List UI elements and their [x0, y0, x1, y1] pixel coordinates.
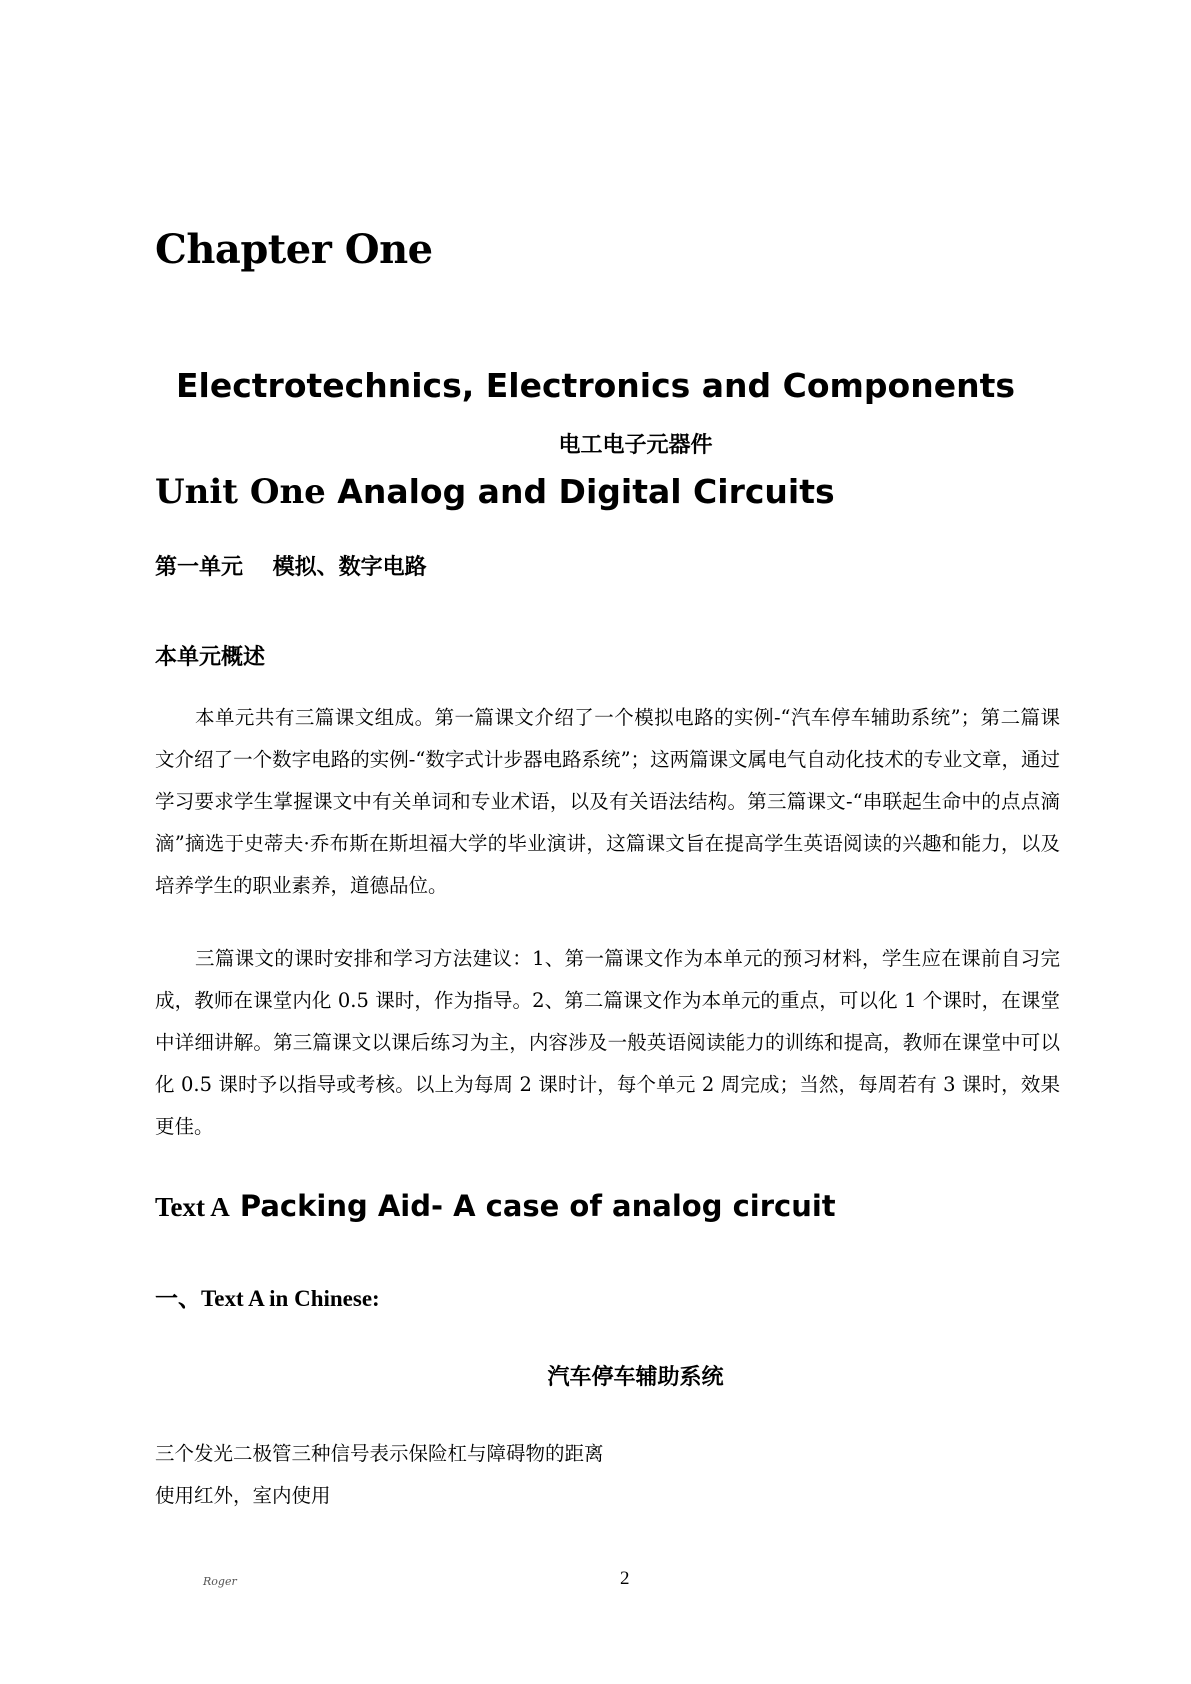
- footer-signature: Roger: [203, 1575, 237, 1588]
- text-a-heading: [155, 1189, 836, 1223]
- unit-title: [155, 472, 835, 512]
- main-title: Electrotechnics, Electronics and Components: [175, 366, 1015, 405]
- overview-heading: 本单元概述: [155, 645, 266, 670]
- overview-paragraph-1: 本单元共有三篇课文组成。第一篇课文介绍了一个模拟电路的实例-“汽车停车辅助系统”；第二篇课文介绍了一个数字电路的实例-“数字式计步器电路系统”；这两篇课文属电气自动化技术的专业文章，通过学习要求学生掌握课文中有关单词和专业术语，以及有关语法结构。第三篇课文-“串联起生命中的点点滴滴”摘选于史蒂夫·乔布斯在斯坦福大学的毕业演讲，这篇课文旨在提高学生英语阅读的兴趣和能力，以及培养学生的职业素养，道德品位。: [155, 706, 1060, 897]
- unit-name: Analog and Digital Circuits: [325, 472, 835, 511]
- unit-prefix: Unit One: [155, 472, 326, 512]
- chapter-title: Chapter One: [155, 226, 433, 273]
- overview-paragraph-2: 三篇课文的课时安排和学习方法建议：1、第一篇课文作为本单元的预习材料，学生应在课前自习完成，教师在课堂内化 0.5 课时，作为指导。2、第二篇课文作为本单元的重点，可以化 1 个课时，在课堂中详细讲解。第三篇课文以课后练习为主，内容涉及一般英语阅读能力的训练和提高，教师在课堂中可以化 0.5 课时予以指导或考核。以上为每周 2 课时计，每个单元 2 周完成；当然，每周若有 3 课时，效果更佳。: [155, 947, 1060, 1138]
- text-a-title: Packing Aid- A case of analog circuit: [229, 1189, 836, 1223]
- page-number: 2: [620, 1568, 630, 1589]
- text-a-label: Text A: [155, 1192, 230, 1222]
- section-heading-1: 一、Text A in Chinese:: [155, 1286, 380, 1311]
- main-title-cn: 电工电子元器件: [558, 433, 713, 458]
- unit-title-cn: 第一单元 模拟、数字电路: [155, 555, 427, 580]
- text-a-cn-title: 汽车停车辅助系统: [547, 1365, 724, 1390]
- body-line-2: 使用红外，室内使用: [155, 1484, 331, 1507]
- body-line-1: 三个发光二极管三种信号表示保险杠与障碍物的距离: [155, 1442, 604, 1465]
